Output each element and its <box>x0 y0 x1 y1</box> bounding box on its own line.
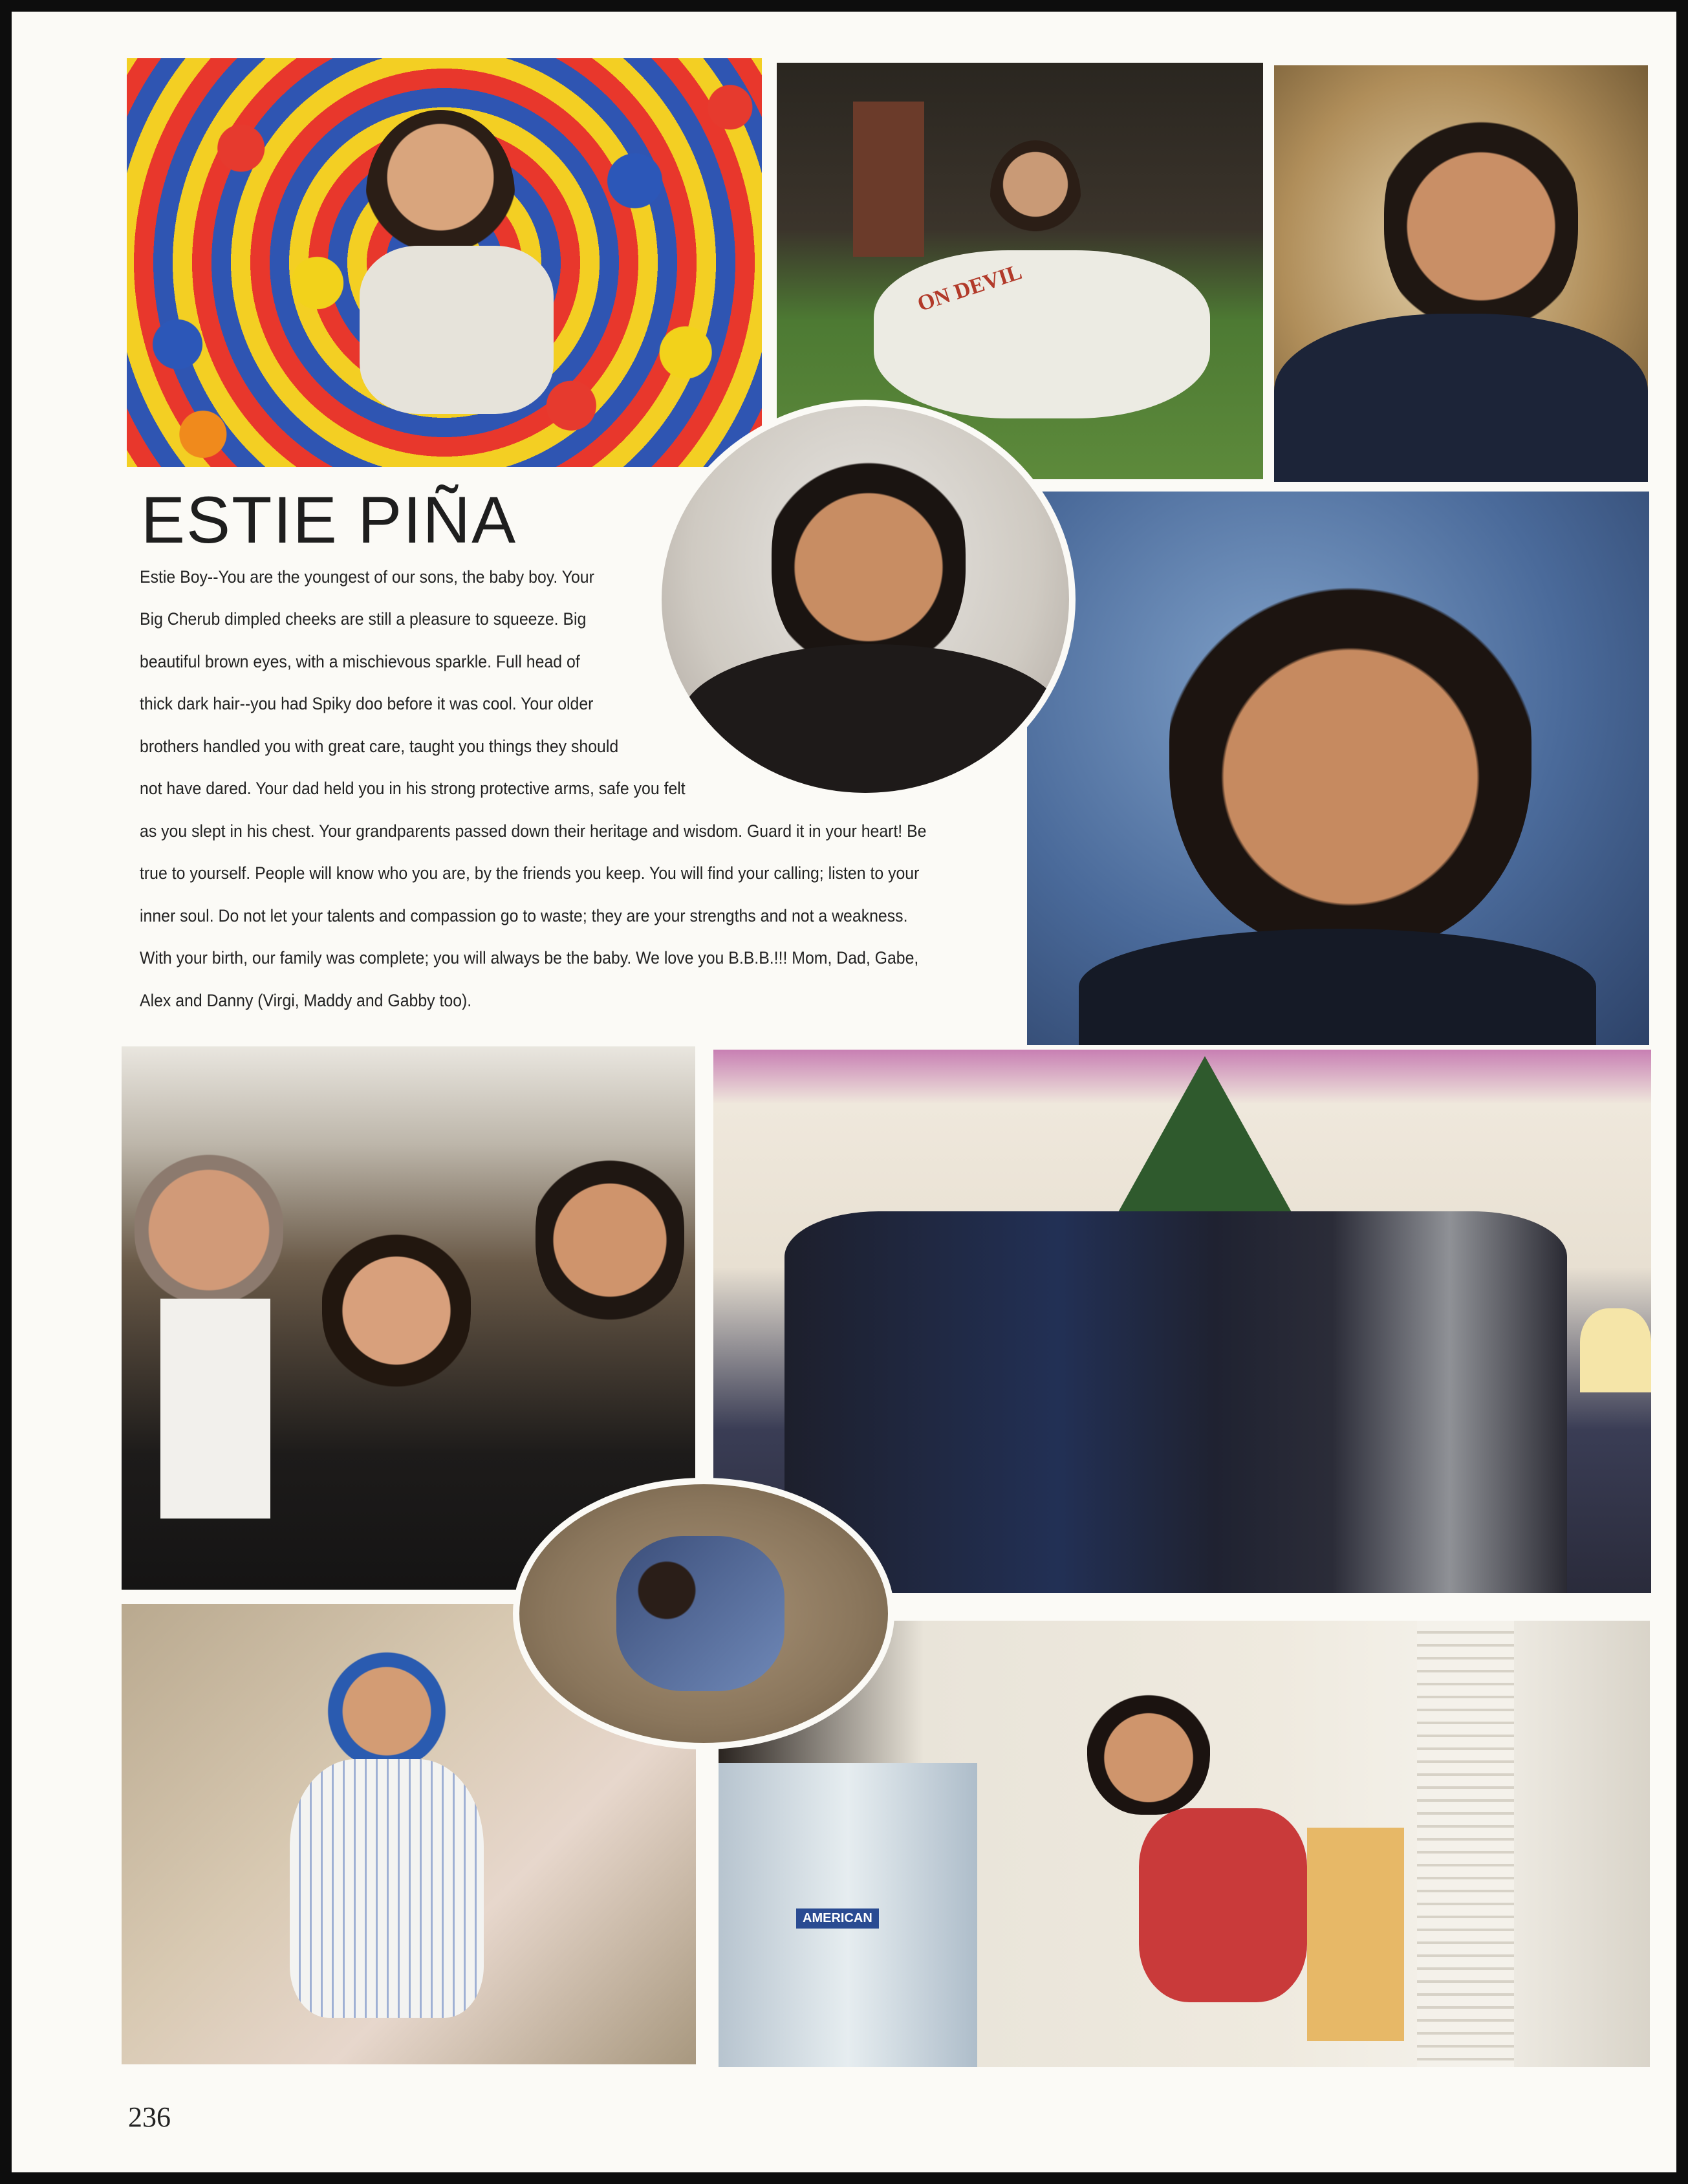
school-boy-face <box>1169 537 1531 951</box>
photo-toddler-circle <box>513 1478 894 1749</box>
shirt-text: ON DEVIL <box>914 260 1025 316</box>
father-face <box>135 1130 283 1312</box>
crouching-toddler <box>616 1536 784 1691</box>
school-boy-shirt <box>1079 929 1596 1045</box>
photo-school-portrait <box>1027 492 1649 1045</box>
toy-dollhouse <box>1307 1828 1404 2041</box>
toddler-shirt <box>1139 1808 1307 2002</box>
baby-cap-face <box>322 1630 451 1766</box>
baby-overalls <box>360 246 554 414</box>
boy-face <box>1384 91 1578 337</box>
tribute-line: With your birth, our family was complete; you will always be the baby. We love you B.B.B.!!! Mom, Dad, Gabe, <box>140 948 919 968</box>
baseball-uniform <box>290 1759 484 2018</box>
yearbook-page <box>12 12 1676 2172</box>
page-title: ESTIE PIÑA <box>141 483 517 557</box>
family-group <box>784 1211 1567 1593</box>
photo-christmas-family <box>713 1050 1651 1593</box>
photo-boy-portrait <box>1274 65 1648 482</box>
tribute-line: as you slept in his chest. Your grandparents passed down their heritage and wisdom. Guard it in your heart! Be <box>140 821 927 841</box>
heater-label: AMERICAN <box>796 1908 879 1929</box>
brothers-group <box>874 250 1210 418</box>
tribute-line: true to yourself. People will know who you are, by the friends you keep. You will find your calling; listen to your <box>140 863 920 883</box>
tribute-line: Estie Boy--You are the youngest of our sons, the baby boy. Your <box>140 567 594 587</box>
photo-baby-ballpit <box>127 58 762 467</box>
tribute-line: not have dared. Your dad held you in his strong protective arms, safe you felt <box>140 779 686 798</box>
toddler-face <box>1087 1679 1210 1815</box>
tribute-line: brothers handled you with great care, taught you things they should <box>140 737 619 756</box>
white-shirt <box>160 1299 270 1519</box>
boy-shirt <box>1274 314 1648 482</box>
tribute-line: Big Cherub dimpled cheeks are still a pleasure to squeeze. Big <box>140 609 587 629</box>
tribute-line: beautiful brown eyes, with a mischievous sparkle. Full head of <box>140 652 580 671</box>
tribute-line: Alex and Danny (Virgi, Maddy and Gabby too). <box>140 991 472 1010</box>
closet-shutter <box>1417 1621 1514 2067</box>
tribute-line: thick dark hair--you had Spiky doo before it was cool. Your older <box>140 694 594 713</box>
page-number: 236 <box>128 2101 171 2133</box>
lamp <box>1580 1308 1651 1392</box>
tribute-line: inner soul. Do not let your talents and compassion go to waste; they are your strengths and not a weakness. <box>140 906 908 925</box>
brick-pillar <box>853 102 924 257</box>
brother-figure-center <box>990 140 1081 250</box>
mother-face <box>322 1215 471 1389</box>
son-face <box>536 1137 684 1324</box>
